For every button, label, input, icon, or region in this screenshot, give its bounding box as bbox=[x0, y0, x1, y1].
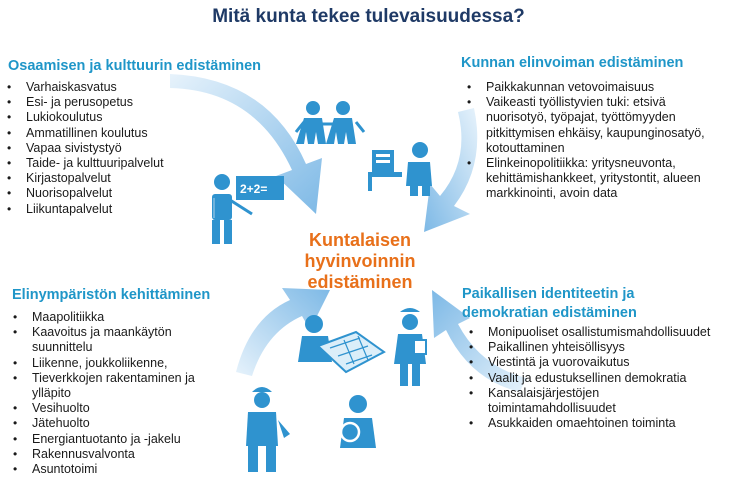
planner-icon bbox=[298, 315, 384, 372]
list-item: • Kansalaisjärjestöjen toimintamahdollisuudet bbox=[466, 386, 721, 416]
list-top-left bbox=[4, 80, 224, 217]
construction-worker-icon bbox=[246, 387, 290, 472]
page-title: Mitä kunta tekee tulevaisuudessa? bbox=[212, 6, 525, 27]
list-item: • Vaalit ja edustuksellinen demokratia bbox=[466, 371, 721, 386]
list-item: • Maapolitiikka bbox=[10, 310, 235, 325]
list-item: • Liikuntapalvelut bbox=[4, 202, 224, 217]
list-item: • Kaavoitus ja maankäytön suunnittelu bbox=[10, 325, 235, 355]
heading-top-left: Osaamisen ja kulttuurin edistäminen bbox=[8, 58, 262, 74]
children-icon bbox=[296, 101, 364, 144]
list-item: • Asukkaiden omaehtoinen toiminta bbox=[466, 416, 721, 431]
list-item: • Vapaa sivistystyö bbox=[4, 141, 224, 156]
list-item: • Vaikeasti työllistyvien tuki: etsivä nuorisotyö, työpajat, työttömyyden pitkittymisen ehkäisy, kaupunginosatyö, kotouttaminen bbox=[464, 95, 724, 156]
list-item: • Asuntotoimi bbox=[10, 462, 235, 477]
list-item: • Jätehuolto bbox=[10, 416, 235, 431]
list-top-right bbox=[464, 80, 724, 202]
list-item: • Liikenne, joukkoliikenne, bbox=[10, 356, 235, 371]
list-item: • Esi- ja perusopetus bbox=[4, 95, 224, 110]
list-item: • Taide- ja kulttuuripalvelut bbox=[4, 156, 224, 171]
board-text: 2+2= bbox=[240, 182, 268, 196]
postman-icon bbox=[394, 308, 426, 386]
office-worker-icon bbox=[368, 142, 432, 196]
center-line: edistäminen bbox=[307, 272, 413, 292]
list-item: • Lukiokoulutus bbox=[4, 110, 224, 125]
list-bottom-left bbox=[10, 310, 235, 477]
heading-bottom-left: Elinympäristön kehittäminen bbox=[12, 287, 211, 303]
center-label bbox=[280, 230, 440, 293]
list-item: • Nuorisopalvelut bbox=[4, 186, 224, 201]
list-item: • Viestintä ja vuorovaikutus bbox=[466, 355, 721, 370]
list-item: • Rakennusvalvonta bbox=[10, 447, 235, 462]
driver-icon bbox=[340, 395, 376, 448]
heading-bottom-right: Paikallisen identiteetin ja demokratian edistäminen bbox=[462, 286, 637, 321]
list-item: • Paikallinen yhteisöllisyys bbox=[466, 340, 721, 355]
list-item: • Tieverkkojen rakentaminen ja ylläpito bbox=[10, 371, 235, 401]
list-item: • Elinkeinopolitiikka: yritysneuvonta, kehittämishankkeet, yritystontit, alueen markkinointi, avoin data bbox=[464, 156, 724, 202]
list-item: • Vesihuolto bbox=[10, 401, 235, 416]
center-line: Kuntalaisen bbox=[308, 230, 412, 250]
list-item: • Varhaiskasvatus bbox=[4, 80, 224, 95]
list-item: • Kirjastopalvelut bbox=[4, 171, 224, 186]
list-item: • Monipuoliset osallistumismahdollisuudet bbox=[466, 325, 721, 340]
list-item: • Paikkakunnan vetovoimaisuus bbox=[464, 80, 724, 95]
list-item: • Energiantuotanto ja -jakelu bbox=[10, 432, 235, 447]
list-item: • Ammatillinen koulutus bbox=[4, 126, 224, 141]
list-bottom-right bbox=[466, 325, 721, 431]
center-line: hyvinvoinnin bbox=[304, 251, 416, 271]
heading-top-right: Kunnan elinvoiman edistäminen bbox=[461, 55, 684, 71]
